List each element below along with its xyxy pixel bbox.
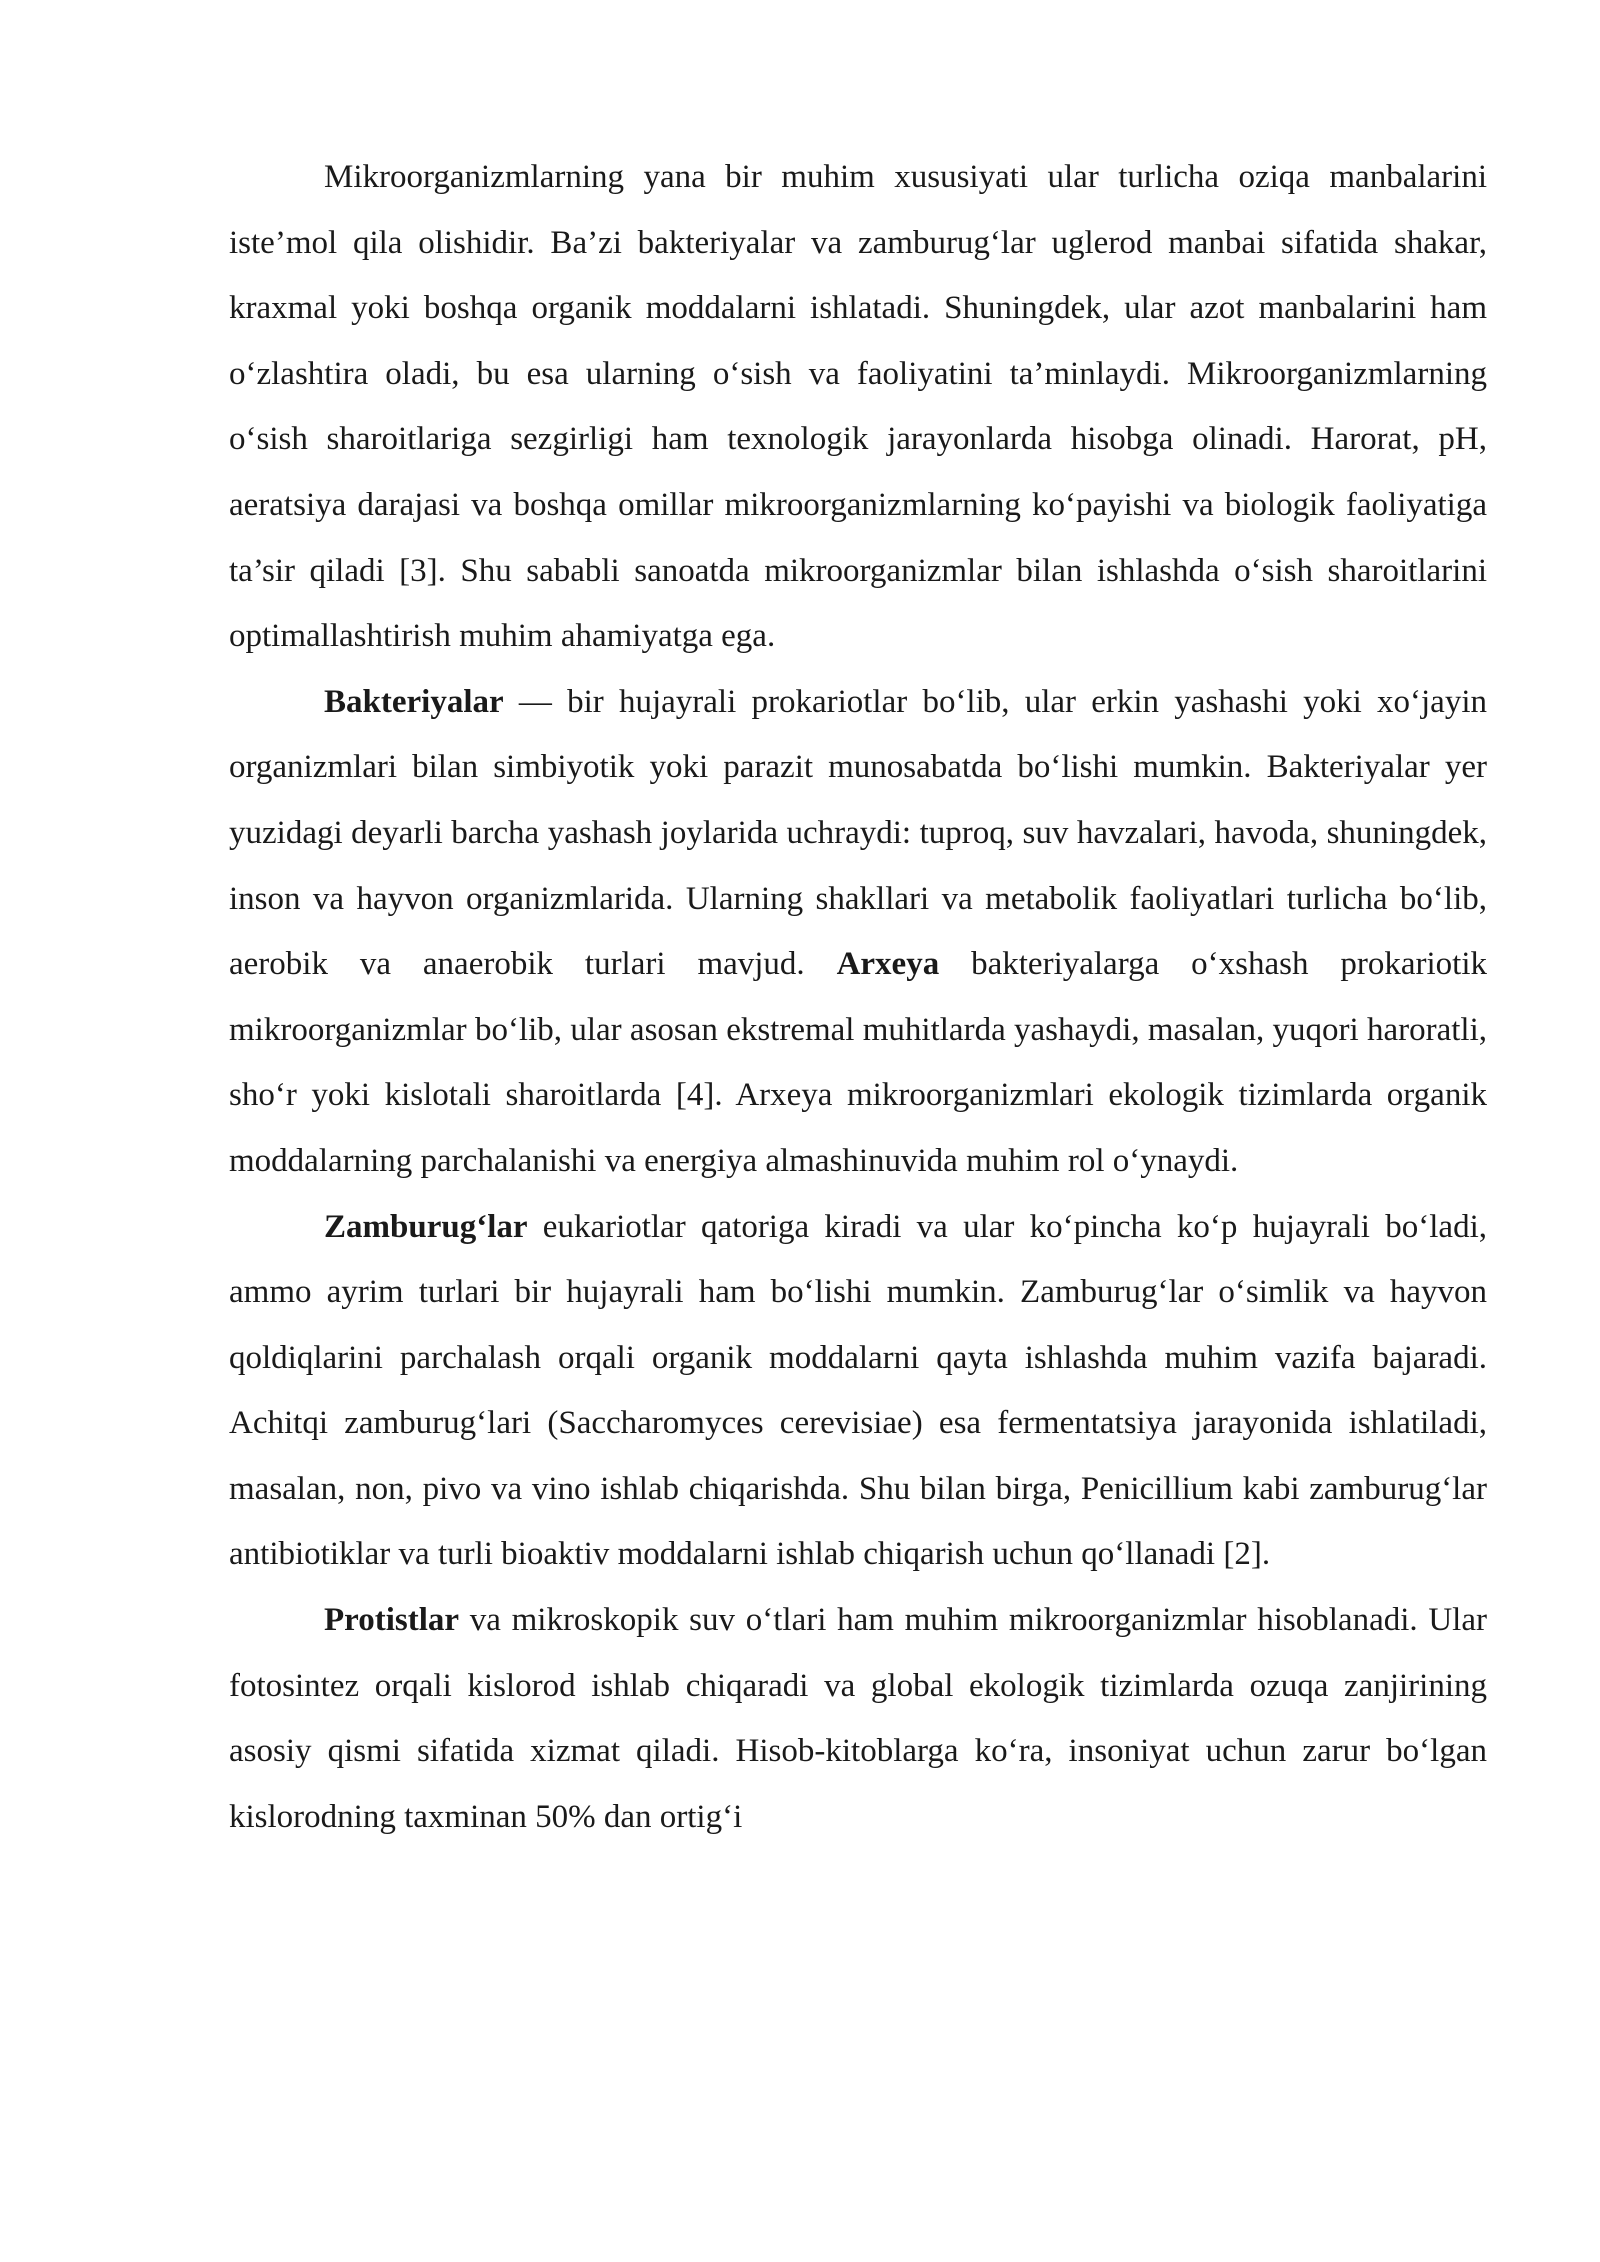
- paragraph-text: — bir hujayrali prokariotlar bo‘lib, ular erkin yashashi yoki xo‘jayin organizmlari bilan simbiyotik yoki parazit munosabatda bo‘lishi mumkin. Bakteriyalar yer yuzidagi deyarli barcha yashash joylarida uchraydi: tuproq, suv havzalari, havoda, shuningdek, inson va hayvon organizmlarida. Ularning shakllari va metabolik faoliyatlari turlicha bo‘lib, aerobik va anaerobik turlari mavjud.: [229, 683, 1487, 983]
- paragraph-text: va mikroskopik suv o‘tlari ham muhim mikroorganizmlar hisoblanadi. Ular fotosintez orqali kislorod ishlab chiqaradi va global ekologik tizimlarda ozuqa zanjirining asosiy qismi sifatida xizmat qiladi. Hisob-kitoblarga ko‘ra, insoniyat uchun zarur bo‘lgan kislorodning taxminan 50% dan ortig‘i: [229, 1602, 1487, 1835]
- paragraph-bacteria: [229, 670, 1487, 1195]
- paragraph-nutrition: [229, 145, 1487, 670]
- term-zamburuglar: Zamburug‘lar: [324, 1208, 528, 1245]
- term-arxeya: Arxeya: [836, 946, 940, 983]
- body-text: [229, 145, 1487, 1850]
- paragraph-text-continued: bakteriyalarga o‘xshash prokariotik mikroorganizmlar bo‘lib, ular asosan ekstremal muhitlarda yashaydi, masalan, yuqori haroratli, sho‘r yoki kislotali sharoitlarda [4]. Arxeya mikroorganizmlari ekologik tizimlarda organik moddalarning parchalanishi va energiya almashinuvida muhim rol o‘ynaydi.: [229, 946, 1487, 1179]
- term-protistlar: Protistlar: [324, 1602, 460, 1639]
- paragraph-text: eukariotlar qatoriga kiradi va ular ko‘pincha ko‘p hujayrali bo‘ladi, ammo ayrim turlari bir hujayrali ham bo‘lishi mumkin. Zamburug‘lar o‘simlik va hayvon qoldiqlarini parchalash orqali organik moddalarni qayta ishlashda muhim vazifa bajaradi. Achitqi zamburug‘lari (Saccharomyces cerevisiae) esa fermentatsiya jarayonida ishlatiladi, masalan, non, pivo va vino ishlab chiqarishda. Shu bilan birga, Penicillium kabi zamburug‘lar antibiotiklar va turli bioaktiv moddalarni ishlab chiqarish uchun qo‘llanadi [2].: [229, 1208, 1487, 1573]
- paragraph-fungi: [229, 1195, 1487, 1589]
- term-bakteriyalar: Bakteriyalar: [324, 683, 504, 720]
- paragraph-protists: [229, 1588, 1487, 1850]
- paragraph-text: Mikroorganizmlarning yana bir muhim xususiyati ular turlicha oziqa manbalarini iste’mol qila olishidir. Ba’zi bakteriyalar va zamburug‘lar uglerod manbai sifatida shakar, kraxmal yoki boshqa organik moddalarni ishlatadi. Shuningdek, ular azot manbalarini ham o‘zlashtira oladi, bu esa ularning o‘sish va faoliyatini ta’minlaydi. Mikroorganizmlarning o‘sish sharoitlariga sezgirligi ham texnologik jarayonlarda hisobga olinadi. Harorat, pH, aeratsiya darajasi va boshqa omillar mikroorganizmlarning ko‘payishi va biologik faoliyatiga ta’sir qiladi [3]. Shu sababli sanoatda mikroorganizmlar bilan ishlashda o‘sish sharoitlarini optimallashtirish muhim ahamiyatga ega.: [229, 159, 1487, 655]
